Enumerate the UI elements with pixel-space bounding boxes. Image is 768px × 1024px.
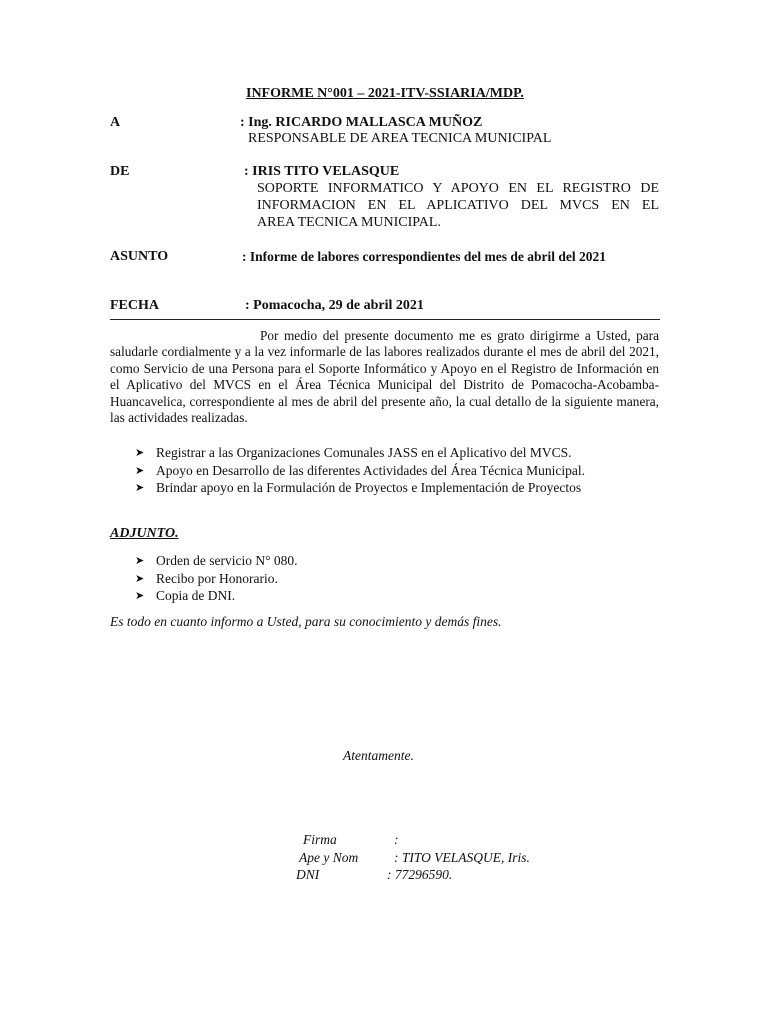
subject-value: : Informe de labores correspondientes del mes de abril del 2021 — [242, 249, 606, 264]
body-paragraph: Por medio del presente documento me es grato dirigirme a Usted, para saludarle cordialmente y a la vez informarle de las labores realizados durante el mes de abril del 2021, como Servicio de una Persona para el Soporte Informático y Apoyo en el Registro de Información en el Aplicativo del MVCS en el Área Técnica Municipal del Distrito de Pomacocha-Acobamba-Huancavelica, correspondiente al mes de abril del presente año, la cual detallo de la siguiente manera, las actividades realizadas. — [110, 328, 659, 426]
date-value: : Pomacocha, 29 de abril 2021 — [245, 298, 424, 313]
report-title: INFORME N°001 – 2021-ITV-SSIARIA/MDP. — [246, 86, 524, 101]
signature-label: Firma — [303, 832, 337, 847]
arrow-bullet-icon: ➤ — [135, 590, 145, 602]
subject-label: ASUNTO — [110, 249, 169, 264]
from-role-line-2: INFORMACION EN EL APLICATIVO DEL MVCS EN EL — [257, 198, 659, 213]
salutation: Atentamente. — [343, 748, 414, 763]
arrow-bullet-icon: ➤ — [135, 572, 145, 585]
list-item: ➤ Orden de servicio N° 080. — [135, 552, 298, 570]
dni-value: : 77296590. — [387, 867, 453, 882]
list-item: ➤ Copia de DNI. — [135, 587, 298, 605]
from-role-line-1: SOPORTE INFORMATICO Y APOYO EN EL REGISTRO DE — [257, 181, 659, 196]
signature-value: : — [394, 832, 399, 847]
list-item: ➤ Recibo por Honorario. — [135, 570, 298, 588]
activities-list — [135, 444, 585, 497]
list-item: ➤ Apoyo en Desarrollo de las diferentes Actividades del Área Técnica Municipal. — [135, 462, 585, 480]
from-name: : IRIS TITO VELASQUE — [244, 164, 400, 179]
arrow-bullet-icon: ➤ — [135, 447, 145, 459]
attachments-heading: ADJUNTO. — [110, 526, 179, 541]
list-item: ➤ Registrar a las Organizaciones Comunales JASS en el Aplicativo del MVCS. — [135, 444, 585, 462]
header-divider — [110, 319, 660, 320]
full-name-label: Ape y Nom — [299, 850, 359, 865]
list-item: ➤ Brindar apoyo en la Formulación de Proyectos e Implementación de Proyectos — [135, 479, 585, 497]
full-name-value: : TITO VELASQUE, Iris. — [394, 850, 530, 865]
to-name: : Ing. RICARDO MALLASCA MUÑOZ — [240, 115, 483, 130]
date-label: FECHA — [110, 298, 159, 313]
dni-label: DNI — [296, 867, 320, 882]
from-label: DE — [110, 164, 130, 179]
to-label: A — [110, 115, 121, 130]
from-role-line-3: AREA TECNICA MUNICIPAL. — [257, 215, 441, 230]
arrow-bullet-icon: ➤ — [135, 464, 145, 477]
to-role: RESPONSABLE DE AREA TECNICA MUNICIPAL — [248, 131, 552, 146]
arrow-bullet-icon: ➤ — [135, 555, 145, 567]
attachments-list — [135, 552, 298, 605]
arrow-bullet-icon: ➤ — [135, 482, 145, 494]
closing-statement: Es todo en cuanto informo a Usted, para su conocimiento y demás fines. — [110, 614, 502, 629]
